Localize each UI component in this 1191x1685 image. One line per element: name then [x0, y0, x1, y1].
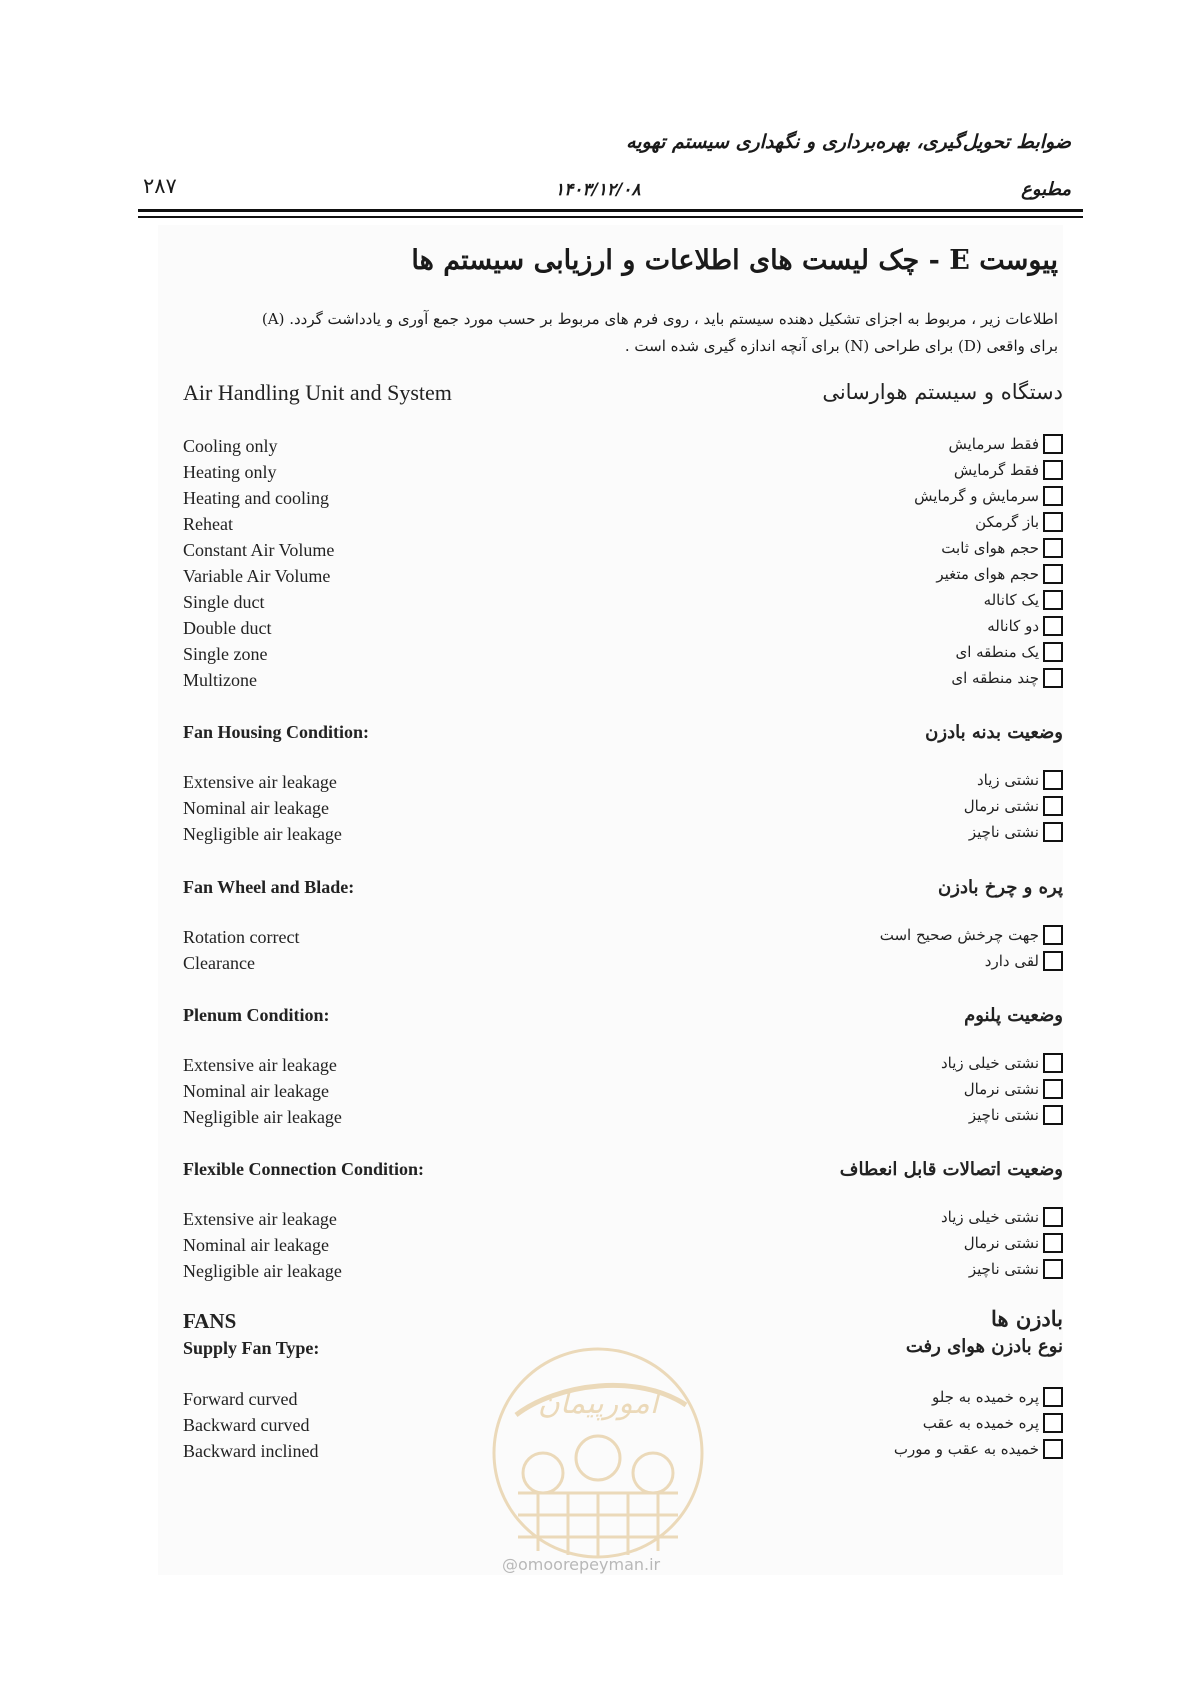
checkbox[interactable] — [1043, 512, 1063, 532]
checklist-item[interactable] — [969, 1105, 1063, 1125]
checkbox[interactable] — [1043, 1259, 1063, 1279]
header-rule-thin — [138, 216, 1083, 218]
item-label-fa: نشتی زیاد — [976, 771, 1039, 789]
item-label-en: Backward curved — [183, 1415, 310, 1435]
item-label-fa: لقی دارد — [984, 952, 1039, 970]
header-rule — [138, 209, 1083, 212]
item-label-fa: فقط گرمایش — [953, 461, 1039, 479]
item-label-fa: نشتی نرمال — [963, 797, 1039, 815]
watermark-logo — [488, 1343, 708, 1563]
item-label-fa: دو کاناله — [987, 617, 1039, 635]
subsection-heading-en: Supply Fan Type: — [183, 1338, 320, 1358]
watermark-text: @omoorepeyman.ir — [502, 1555, 661, 1574]
checklist-item[interactable] — [969, 822, 1063, 842]
subsection-heading-fa: نوع بادزن هوای رفت — [905, 1336, 1063, 1357]
item-label-fa: خمیده به عقب و مورب — [893, 1440, 1039, 1458]
item-label-fa: جهت چرخش صحیح است — [879, 926, 1039, 944]
checklist-item[interactable] — [984, 590, 1063, 610]
item-label-en: Rotation correct — [183, 927, 300, 947]
checkbox[interactable] — [1043, 1105, 1063, 1125]
checklist-item[interactable] — [932, 1387, 1063, 1407]
checklist-item[interactable] — [955, 642, 1063, 662]
checkbox[interactable] — [1043, 1233, 1063, 1253]
item-label-fa: حجم هوای متغیر — [936, 565, 1039, 583]
checkbox[interactable] — [1043, 564, 1063, 584]
checkbox[interactable] — [1043, 770, 1063, 790]
checkbox[interactable] — [1043, 538, 1063, 558]
item-label-en: Negligible air leakage — [183, 1107, 342, 1127]
item-label-en: Forward curved — [183, 1389, 298, 1409]
checkbox[interactable] — [1043, 1439, 1063, 1459]
section-heading-fa: وضعیت بدنه بادزن — [925, 722, 1063, 743]
item-label-fa: فقط سرمایش — [948, 435, 1039, 453]
item-label-en: Extensive air leakage — [183, 1209, 337, 1229]
item-label-fa: حجم هوای ثابت — [941, 539, 1039, 557]
appendix-title: پیوست E - چک لیست های اطلاعات و ارزیابی سیستم ها — [411, 245, 1058, 276]
checklist-item[interactable] — [985, 951, 1063, 971]
checklist-item[interactable] — [964, 1233, 1063, 1253]
page-number: ۲۸۷ — [143, 174, 177, 198]
item-label-en: Double duct — [183, 618, 272, 638]
checkbox[interactable] — [1043, 460, 1063, 480]
item-label-fa: پره خمیده به عقب — [922, 1414, 1039, 1432]
item-label-en: Negligible air leakage — [183, 824, 342, 844]
checklist-item[interactable] — [954, 460, 1063, 480]
section-heading-fa: دستگاه و سیستم هوارسانی — [822, 380, 1063, 404]
item-label-en: Extensive air leakage — [183, 1055, 337, 1075]
section-heading-en: Air Handling Unit and System — [183, 380, 452, 405]
checkbox[interactable] — [1043, 822, 1063, 842]
item-label-en: Nominal air leakage — [183, 1235, 329, 1255]
item-label-fa: نشتی خیلی زیاد — [940, 1208, 1039, 1226]
checkbox[interactable] — [1043, 486, 1063, 506]
checkbox[interactable] — [1043, 1387, 1063, 1407]
item-label-fa: یک منطقه ای — [955, 643, 1039, 661]
item-label-fa: نشتی خیلی زیاد — [940, 1054, 1039, 1072]
section-heading-fa: وضعیت اتصالات قابل انعطاف — [839, 1159, 1063, 1180]
checklist-item[interactable] — [936, 564, 1063, 584]
item-label-fa: نشتی ناچیز — [968, 823, 1039, 841]
checkbox[interactable] — [1043, 796, 1063, 816]
item-label-fa: نشتی نرمال — [963, 1080, 1039, 1098]
item-label-fa: باز گرمکن — [975, 513, 1039, 531]
item-label-en: Heating and cooling — [183, 488, 329, 508]
checklist-item[interactable] — [923, 1413, 1063, 1433]
checklist-item[interactable] — [951, 668, 1063, 688]
item-label-en: Single zone — [183, 644, 268, 664]
item-label-fa: نشتی ناچیز — [968, 1260, 1039, 1278]
item-label-fa: چند منطقه ای — [951, 669, 1039, 687]
checkbox[interactable] — [1043, 951, 1063, 971]
checklist-item[interactable] — [948, 434, 1063, 454]
item-label-en: Nominal air leakage — [183, 798, 329, 818]
checklist-item[interactable] — [941, 538, 1063, 558]
section-heading-en: Flexible Connection Condition: — [183, 1159, 425, 1179]
checkbox[interactable] — [1043, 1079, 1063, 1099]
checklist-item[interactable] — [941, 1053, 1063, 1073]
checkbox[interactable] — [1043, 590, 1063, 610]
section-heading-fa: وضعیت پلنوم — [964, 1005, 1063, 1026]
item-label-fa: نشتی نرمال — [963, 1234, 1039, 1252]
item-label-en: Clearance — [183, 953, 255, 973]
item-label-en: Backward inclined — [183, 1441, 319, 1461]
checklist-item[interactable] — [975, 512, 1063, 532]
item-label-fa: سرمایش و گرمایش — [914, 487, 1039, 505]
checkbox[interactable] — [1043, 434, 1063, 454]
checklist-item[interactable] — [964, 796, 1063, 816]
item-label-fa: نشتی ناچیز — [968, 1106, 1039, 1124]
item-label-en: Variable Air Volume — [183, 566, 331, 586]
watermark-logo-text: امورپیمان — [537, 1386, 659, 1421]
item-label-fa: پره خمیده به جلو — [931, 1388, 1039, 1406]
section-heading-fa: بادزن ها — [991, 1306, 1063, 1331]
checklist-item[interactable] — [894, 1439, 1063, 1459]
header-date: ۱۴۰۳/۱۲/۰۸ — [555, 180, 641, 200]
section-heading-en: Fan Housing Condition: — [183, 722, 370, 742]
item-label-en: Nominal air leakage — [183, 1081, 329, 1101]
checklist-item[interactable] — [914, 486, 1063, 506]
book-title: ضوابط تحویل‌گیری، بهره‌برداری و نگهداری سیستم تهویه — [626, 131, 1071, 153]
section-heading-en: Fan Wheel and Blade: — [183, 877, 355, 897]
checklist-item[interactable] — [941, 1207, 1063, 1227]
section-heading-en: Plenum Condition: — [183, 1005, 330, 1025]
checklist-item[interactable] — [964, 1079, 1063, 1099]
item-label-en: Cooling only — [183, 436, 278, 456]
item-label-en: Multizone — [183, 670, 257, 690]
item-label-en: Constant Air Volume — [183, 540, 335, 560]
checkbox[interactable] — [1043, 616, 1063, 636]
checklist-item[interactable] — [987, 616, 1063, 636]
checkbox[interactable] — [1043, 1053, 1063, 1073]
item-label-en: Negligible air leakage — [183, 1261, 342, 1281]
checkbox[interactable] — [1043, 1413, 1063, 1433]
checkbox[interactable] — [1043, 668, 1063, 688]
checklist-item[interactable] — [880, 925, 1063, 945]
item-label-fa: یک کاناله — [983, 591, 1039, 609]
checklist-item[interactable] — [977, 770, 1063, 790]
section-heading-en: FANS — [183, 1309, 237, 1333]
checkbox[interactable] — [1043, 1207, 1063, 1227]
item-label-en: Single duct — [183, 592, 265, 612]
checklist-item[interactable] — [969, 1259, 1063, 1279]
item-label-en: Heating only — [183, 462, 277, 482]
intro-line-2: برای واقعی (D) برای طراحی (N) برای آنچه اندازه گیری شده است . — [624, 337, 1058, 355]
item-label-en: Extensive air leakage — [183, 772, 337, 792]
header-tag: مطبوع — [1021, 179, 1071, 200]
intro-line-1: اطلاعات زیر ، مربوط به اجزای تشکیل دهنده سیستم باید ، روی فرم های مربوط بر حسب مورد جمع آوری و یادداشت گردد. (A) — [261, 310, 1058, 328]
checkbox[interactable] — [1043, 925, 1063, 945]
checkbox[interactable] — [1043, 642, 1063, 662]
item-label-en: Reheat — [183, 514, 233, 534]
section-heading-fa: پره و چرخ بادزن — [938, 877, 1063, 898]
